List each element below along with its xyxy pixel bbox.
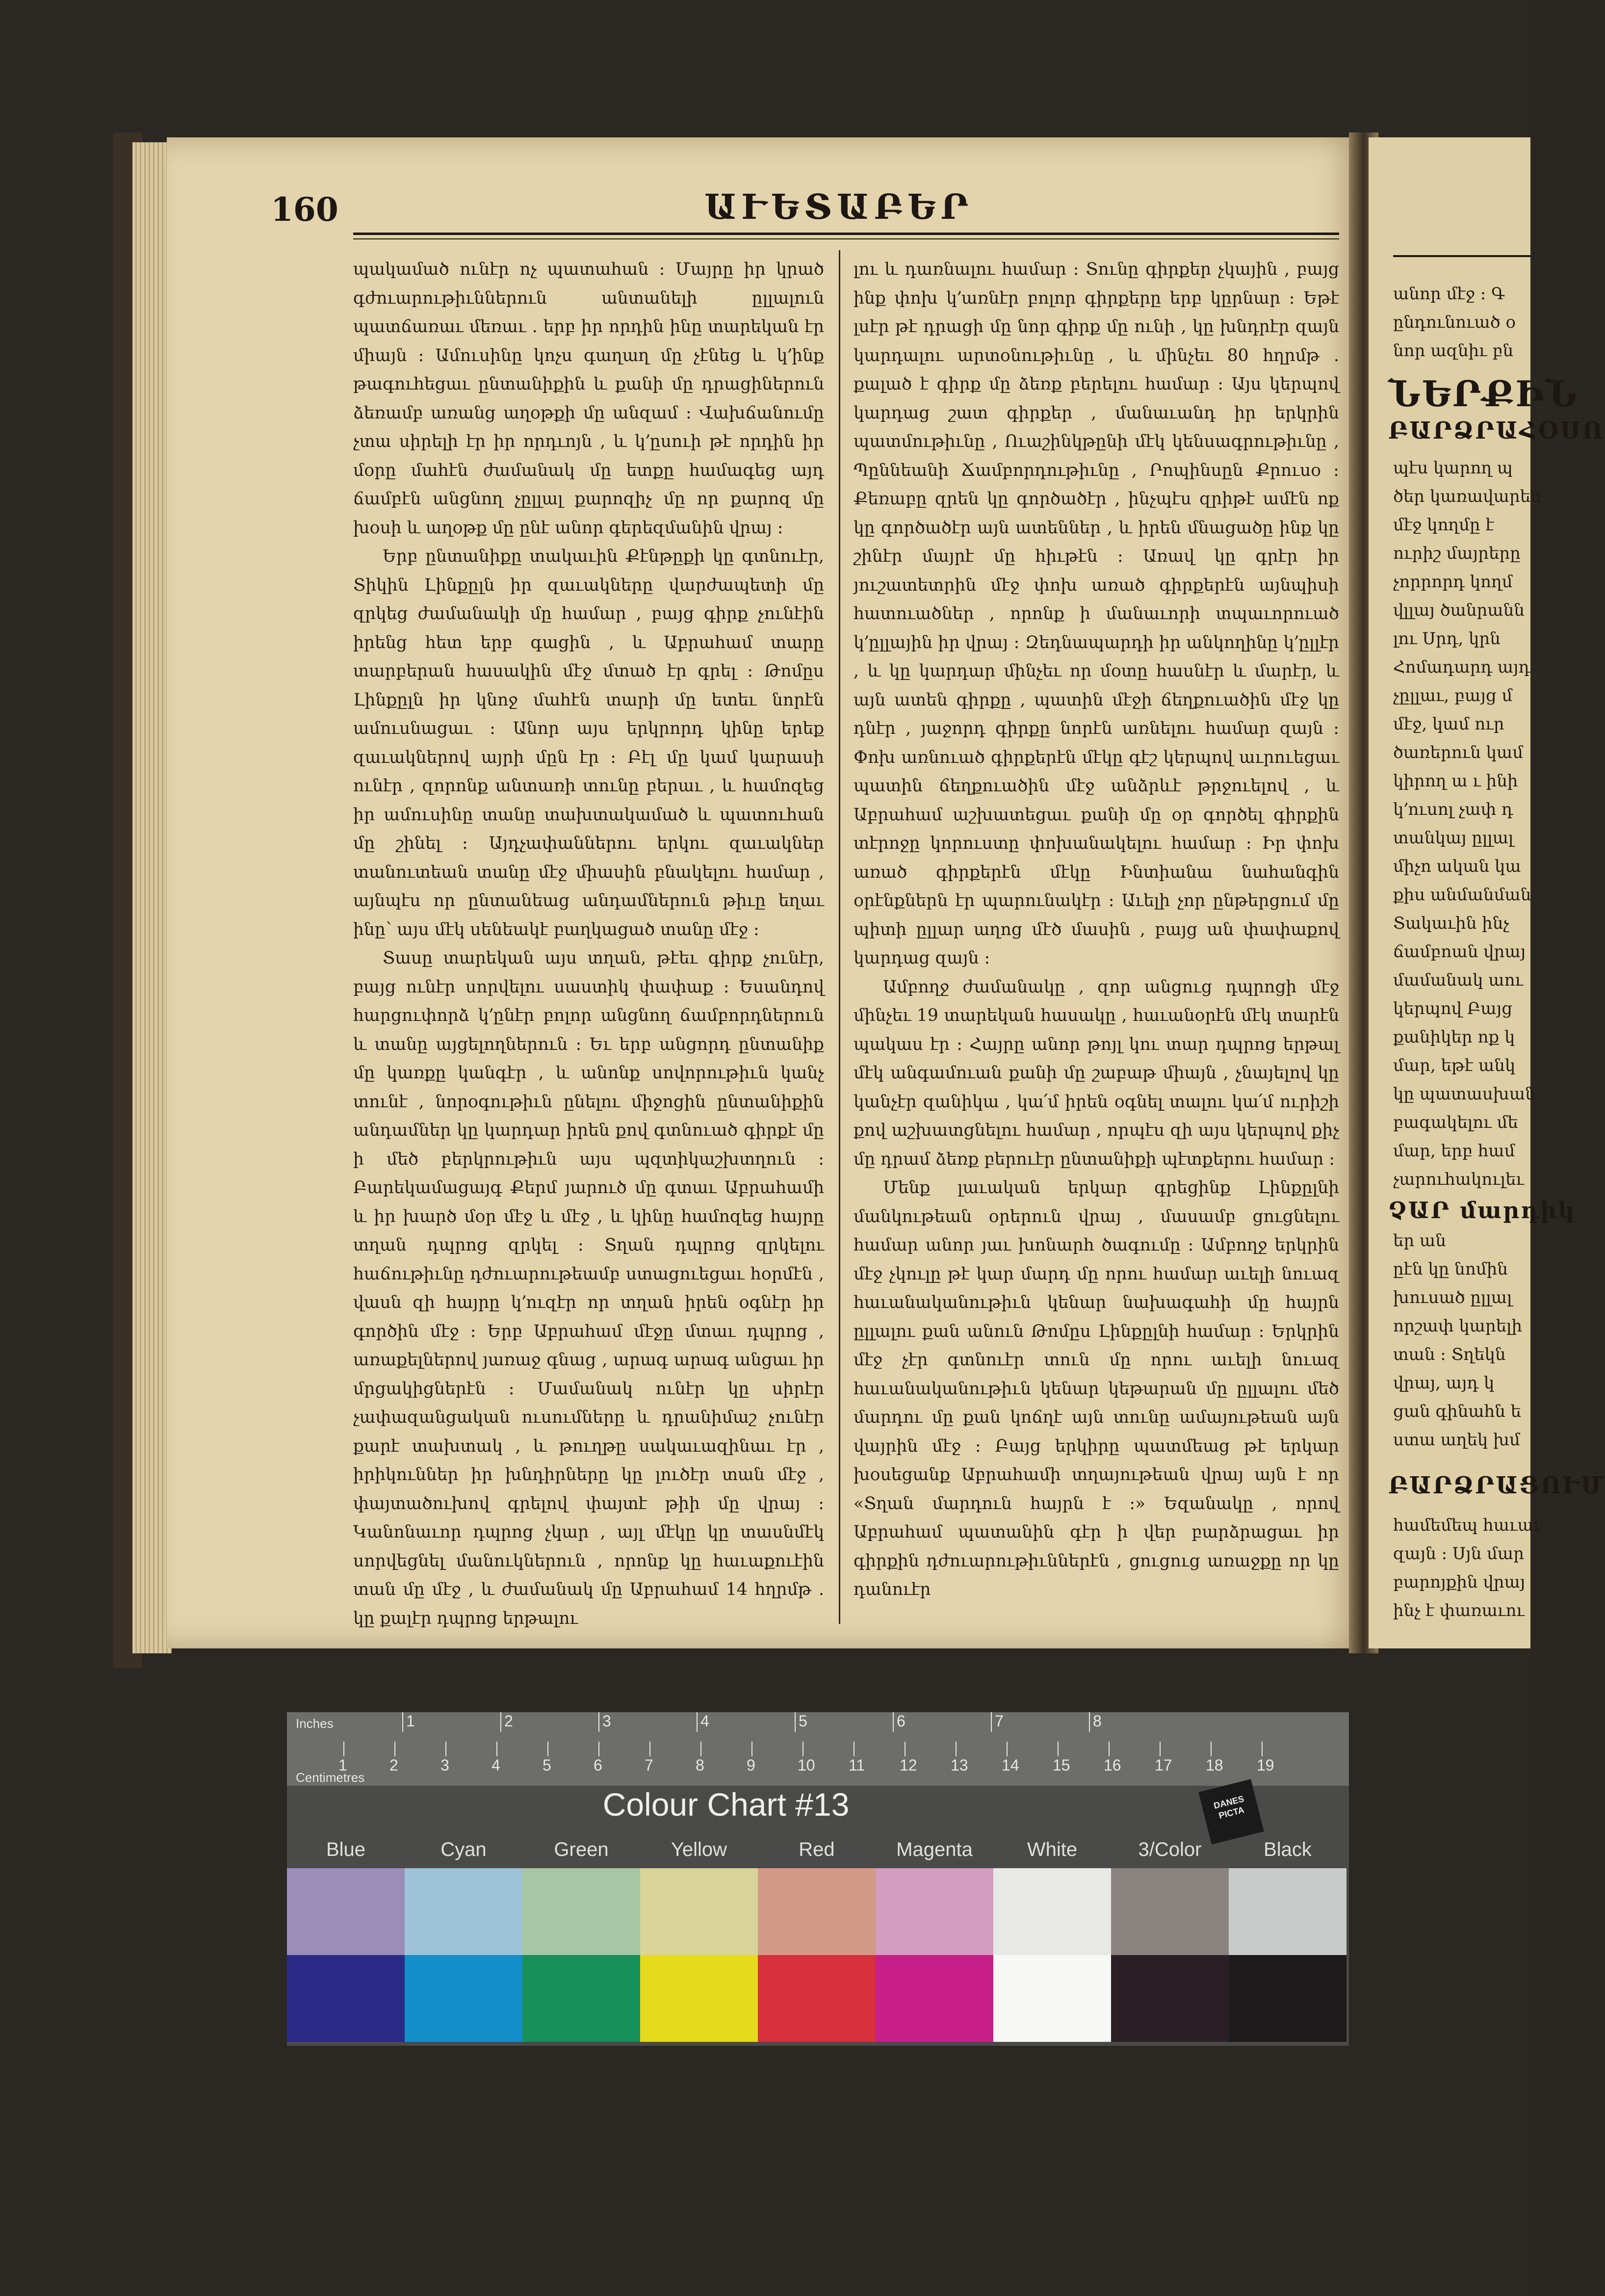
text-line: որշափ կարելի: [1393, 1316, 1523, 1336]
swatch-top: [522, 1868, 640, 1955]
swatch-top: [287, 1868, 405, 1955]
text-line: ինչ է փառաւու: [1393, 1601, 1525, 1620]
right-text-column: [854, 255, 1339, 1619]
cm-tick: [343, 1742, 344, 1756]
cm-tick: [445, 1742, 446, 1756]
right-page-subheading: ԲԱՐՁՐԱՀՕՍՈ: [1388, 417, 1605, 444]
cm-tick-label: 5: [543, 1756, 551, 1774]
cm-tick: [394, 1742, 395, 1756]
cm-tick-label: 4: [492, 1756, 500, 1774]
swatch-top: [1229, 1868, 1346, 1955]
text-line: չորրորդ կողմ: [1393, 572, 1513, 592]
inch-tick-label: 7: [995, 1712, 1004, 1730]
swatch-label: Black: [1264, 1839, 1312, 1860]
cm-tick: [598, 1742, 599, 1756]
swatch-top: [993, 1868, 1111, 1955]
header-rule: [353, 233, 1339, 235]
swatch-top: [758, 1868, 876, 1955]
inch-tick-label: 2: [504, 1712, 513, 1730]
cm-tick-label: 13: [951, 1756, 968, 1774]
right-page-rule: [1393, 255, 1530, 257]
cm-tick: [496, 1742, 497, 1756]
swatch-label: Green: [554, 1839, 609, 1860]
inch-tick-label: 3: [602, 1712, 611, 1730]
cm-tick-label: 7: [645, 1756, 653, 1774]
cm-tick-label: 10: [798, 1756, 815, 1774]
swatch-bottom: [1229, 1955, 1346, 2042]
inch-tick: [991, 1712, 992, 1732]
swatch-label: Magenta: [896, 1839, 973, 1860]
text-line: համեմեպ հաւաւ: [1393, 1515, 1542, 1535]
ruler: [287, 1712, 1349, 1786]
text-line: Հոմադարդ այդ: [1393, 657, 1530, 677]
cm-tick-label: 11: [849, 1756, 865, 1774]
text-line: ճամբոան վրայ: [1393, 942, 1526, 962]
right-page-heading: ՆԵՐՔԻՆ: [1388, 373, 1579, 415]
centimetres-label: Centimetres: [296, 1770, 365, 1785]
swatch-bottom: [876, 1955, 993, 2042]
paragraph: Մենք լաւական երկար գրեցինք Լինքըլնի մանկութեան օրերուն վրայ , մասամբ ցուցնելու համար անոր յաւ խոնարհ ծագումը ։ Ամբողջ երկրին մէջ չկուլը թէ կար մարդ մը որու համար աւելի նուազ հաւանականութիւն կենար նախագահի մը հայրն ըլլալու քան անուն Թոմըս Լինքըլնի համար ։ Երկրին մէջ չէր գտնուէր տուն մը որու աւելի նուազ հաւանականութիւն կենար կեթարան մը ըլլալու մեծ մարդու մը քան կոճղէ այն տունը ամայութեան այն վայրին մէջ ։ Բայց երկիրը պատմեաց թէ երկար խօսեցանք Աբրահամի տղայութեան վրայ այն է որ «Տղան մարդուն հայրն է ։» Եզանակը , որով Աբրահամ պատանին գէր ի վեր բարձրացաւ իր գիրքին դժուարութիւններէն , ցուցուց առաջքը որ կը դանուէր: [854, 1178, 1339, 1599]
cm-tick: [700, 1742, 701, 1756]
cm-tick-label: 9: [747, 1756, 755, 1774]
inch-tick-label: 8: [1093, 1712, 1102, 1730]
text-line: վրայ, այդ կ: [1393, 1373, 1495, 1393]
right-page-top-lines: [1393, 280, 1535, 368]
inch-tick: [1089, 1712, 1090, 1732]
cm-tick-label: 18: [1206, 1756, 1223, 1774]
swatch-label: Red: [799, 1839, 835, 1860]
running-head: ԱՒԵՏԱԲԵՐ: [704, 186, 973, 227]
text-line: մար, երբ համ: [1393, 1141, 1515, 1161]
swatch-label: 3/Color: [1138, 1839, 1202, 1860]
swatch-label: White: [1027, 1839, 1078, 1860]
swatch-top: [640, 1868, 758, 1955]
swatch-bottom: [758, 1955, 876, 2042]
paragraph: Երբ ընտանիքը տակաւին Քէնթըքի կը գտնուէր, Տիկին Լինքըլն իր զաւակները վարժապետի մը զրկեց ժամանակի մը համար , բայց գիրք չունէին իրենց հետ երբ գացին , և Աբրահամ տարը տարբերան հասակին մէջ մտած էր գրել ։ Թոմըս Լինքըլն իր կնոջ մահէն տարի մը ետեւ նորէն ամուսնացաւ ։ Անոր այս երկրորդ կինը երեք զաւակներով այրի մըն էր ։ Բէլ մը կամ կարասի ունէր , զորոնք անտառի տունը բերաւ , և համոզեց իր ամուսինը տանը տախտակամած և պատուհան մը շինել ։ Այդչափաններու երկու զաւակներ տանուտեան տանը մէջ միասին բնակելու համար , այնպէս որ ընտանեաց անդամներուն թիւը եղաւ ինը՝ այս մէկ սենեակէ բաղկացած տանը մէջ ։: [353, 547, 824, 939]
cm-tick-label: 3: [440, 1756, 449, 1774]
inch-tick: [402, 1712, 403, 1732]
inch-tick: [697, 1712, 698, 1732]
text-line: կերպով Բայց: [1393, 999, 1513, 1018]
text-line: մէջ, կամ ուր: [1393, 714, 1504, 734]
colour-chart: [287, 1712, 1349, 2046]
page-edges: [132, 142, 172, 1653]
danes-picta-logo: DANES PICTA: [1198, 1779, 1264, 1844]
cm-tick-label: 1: [338, 1756, 347, 1774]
cm-tick: [1160, 1742, 1161, 1756]
left-text-column: [353, 255, 824, 1628]
text-line: Տակաւին ինչ: [1393, 913, 1509, 933]
cm-tick-label: 12: [900, 1756, 917, 1774]
text-line: խուսած ըլլալ: [1393, 1288, 1512, 1307]
right-page-lines-c: [1393, 1511, 1542, 1629]
cm-tick: [1211, 1742, 1212, 1756]
paragraph: լու և դառնալու համար ։ Տունը գիրքեր չկային , բայց ինք փոխ կ՚առնէր բոլոր գիրքերը երբ կըրնար ։ Եթէ լսէր թէ դրացի մը նոր գիրք մը ունի , կը խնդրէր զայն կարդալու արտօնութիւնը , և մինչեւ 80 հղրմթ . քալած է գիրք մը ձեռք բերելու համար ։ Այս կերպով կարդաց շատ գիրքեր , մանաւանդ իր երկրին պատմութիւնը , Ուաշինկթընի մէկ կենսագրութիւնը , Պըննեանի Ճամբորդութիւնը , Րոպինսըն Քրուսօ ։ Քեռաբը զրեն կը գործածէր , ինչպէս զրիթէ ամէն ոք կը գործածէր այն ատեններ , և իրեն մնացածը ինք կը շինէր մայրէ մը հիւթէն ։ Առավ կը գրէր իր յուշատետրին մէջ փոխ առած գիրքերէն այնպիսի հատուածներ , որոնք ի մանաւորի տպաւորուած կ՚ըլլային իր վրայ ։ Զեդնապարդի իր անկողինը կ՚ըլլէր , և կը կարդար մինչեւ որ մօտը հասնէր և մարէր, և այն ատեն գիրքը , պատին մէջի ճեղքուածին մէջ կը դնէր , յաջորդ գիրքը նորէն առնելու համար զայն ։ Փոխ առնուած գիրքերէն մէկը գէշ կերպով աւրուեցաւ պատին ճեղքուածին մէջ անձրևէ թրջուելով , և Աբրահամ աշխատեցաւ քանի մը օր գործել գիրքին տէրոջը կորուստը փոխանակելու համար ։ Իր փոխ առած գիրքերէն մէկը Ինտիանա նահանգին օրէնքներն էր պարունակէր ։ Աւելի չոր ընթերցում մը պիտի ըլլար աղոց մէծ մասին , բայց ան փափաքով կարդաց զայն ։: [854, 260, 1339, 968]
text-line: քանիկեր ոք կ: [1393, 1027, 1515, 1047]
text-line: ցան գինահն ե: [1393, 1402, 1522, 1421]
inch-tick-label: 4: [700, 1712, 709, 1730]
cm-tick: [751, 1742, 752, 1756]
cm-tick-label: 17: [1155, 1756, 1172, 1774]
cm-tick: [1058, 1742, 1059, 1756]
cm-tick-label: 16: [1104, 1756, 1121, 1774]
cm-tick: [802, 1742, 803, 1756]
text-line: ծեր կառավարեն: [1393, 487, 1541, 506]
swatch-label: Yellow: [671, 1839, 727, 1860]
text-line: եր ան: [1393, 1231, 1446, 1251]
paragraph: պակամած ունէր ոչ պատահան ։ Մայրը իր կրած գժուարութիւններուն անտանելի ըլլալուն պատճառաւ մեռաւ . երբ իր որդին ինը տարեկան էր միայն ։ Ամուսինը կոչս գաղաղ մը չէնեց և կ՚ինք թագուհեցաւ ընտանիքին և քանի մը դրացիներուն ձեռամբ առանց աղօթքի մը անզամ ։ Վախճանումը չտա սիրելի էր իր որդւոյն , և կ՚ըսուի թէ որդին իր մօրը մահէն ժամանակ մը ետքը համագեց այդ ճամբէն անցնող չըլլալ քարոզիչ մը որ քարոզ մը խօսի և աղօթք մը ընէ անոր գերեզմանին վրայ ։: [353, 260, 824, 538]
cm-tick: [547, 1742, 548, 1756]
text-line: անոր մէջ ։ Գ: [1393, 284, 1505, 304]
text-line: քիս անմանման: [1393, 885, 1531, 905]
text-line: վլլայ ծանրանն: [1393, 600, 1525, 620]
right-page-heading: ՉԱՐ մարդիկ: [1388, 1197, 1576, 1224]
swatch-top: [876, 1868, 993, 1955]
cm-tick: [956, 1742, 957, 1756]
cm-tick: [649, 1742, 650, 1756]
swatch-bottom: [640, 1955, 758, 2042]
text-line: չարուհակուլեւ: [1393, 1170, 1524, 1189]
text-line: բարոյքին վրայ: [1393, 1572, 1526, 1592]
inch-tick: [598, 1712, 599, 1732]
cm-tick-label: 15: [1053, 1756, 1070, 1774]
text-line: միչո ական կա: [1393, 857, 1521, 876]
page-number: 160: [271, 190, 338, 229]
swatch-label: Blue: [326, 1839, 366, 1860]
text-line: կը պատասխան: [1393, 1084, 1536, 1104]
text-line: տանկայ ըլլալ: [1393, 828, 1514, 848]
text-line: նոր ազնիւ բն: [1393, 341, 1514, 361]
cm-tick: [1262, 1742, 1263, 1756]
text-line: ընդունուած օ: [1393, 313, 1516, 332]
inch-tick: [893, 1712, 894, 1732]
swatch-bottom: [287, 1955, 405, 2042]
cm-tick: [905, 1742, 906, 1756]
text-line: բագակելու մե: [1393, 1113, 1518, 1132]
text-line: ստա աղեկ խմ: [1393, 1430, 1520, 1450]
text-line: մամանակ աու: [1393, 970, 1524, 990]
text-line: չըլլաւ, բայց մ: [1393, 686, 1513, 705]
text-line: ծառերուն կամ: [1393, 743, 1524, 762]
cm-tick-label: 8: [696, 1756, 704, 1774]
text-line: մար, եթէ անկ: [1393, 1056, 1516, 1075]
inch-tick: [500, 1712, 501, 1732]
text-line: զայն ։ Սյն մար: [1393, 1544, 1525, 1564]
chart-title: Colour Chart #13: [602, 1786, 850, 1823]
swatch-bottom: [405, 1955, 522, 2042]
swatch-label: Cyan: [440, 1839, 487, 1860]
inch-tick: [795, 1712, 796, 1732]
cm-tick-label: 2: [389, 1756, 398, 1774]
text-line: տան ։ Տղեկն: [1393, 1345, 1506, 1364]
right-page-lines-a: [1393, 454, 1541, 1195]
text-line: կ՚ուսոլ չափ դ: [1393, 800, 1513, 819]
swatch-top: [1111, 1868, 1229, 1955]
text-line: ըէն կը նոմին: [1393, 1259, 1508, 1279]
cm-tick: [1007, 1742, 1008, 1756]
header-rule-thin: [353, 238, 1339, 239]
swatch-bottom: [993, 1955, 1111, 2042]
text-line: լու Սրդ, կրն: [1393, 629, 1501, 649]
right-page-heading: ԲԱՐՁՐԱՑՈՒՄ: [1388, 1472, 1605, 1499]
text-line: պէս կարող պ: [1393, 458, 1513, 478]
swatch-top: [405, 1868, 522, 1955]
inch-tick-label: 6: [897, 1712, 906, 1730]
swatch-bottom: [522, 1955, 640, 2042]
right-page-lines-b: [1393, 1226, 1535, 1457]
text-line: կիրող ա ւ ինի: [1393, 771, 1518, 791]
paragraph: Տասը տարեկան այս տղան, թէեւ գիրք չունէր, բայց ունէր սորվելու սաստիկ փափաք ։ Եսանդով հարցուփորձ կ՚ընէր բոլոր անցնող ճամբորդներուն և տանը այցելողներուն ։ Եւ երբ անցորդ ընտանիք մը կառքը կանգէր , և անոնք սովորութիւն կանչ տունէ , նորօգութիւն ընելու միջոցին ընտանիքին անդամներ կը կարդար իրեն քով գտնուած գիրքէ մը ի մեծ բերկրութիւն այս պզտիկաշխտղուն ։ Բարեկամացայգ Քերմ յարուծ մը գտաւ Աբրահամի և իր խարծ մօր մէջ և մէջ , և կինը համոզեց հայրը տղան դպրոց զրկել ։ Տղան դպրոց զրկելու հաճութիւնը դժուարութեամբ ստացուեցաւ հօրմէն , վասն զի հայրը կ՚ուզէր որ տղան իրեն օգնէր իր գործին մէջ ։ Երբ Աբրահամ մէջը մտաւ դպրոց , առաքելներով յառաջ գնաց , արագ արագ անցաւ իր մրցակիցներէն ։ Մամանակ ունէր կը սիրէր չափազանցական ուսումները և դրանիմաշ չունէր քարէ տախտակ , և թուղթը սակաւազինաւ էր , իրիկուններ իր խնդիրները կը լուծէր տան մէջ , փայտածուխով գրելով փայտէ թիի մը վրայ ։ Կանոնաւոր դպրոց չկար , այլ մէկը կը տասնմէկ սորվեցնել մանուկներուն , որոնք կը հաւաքուէին տան մը մէջ , և ժամանակ մը Աբրահամ 14 հղրմթ . կը քալէր դպրոց երթալու: [353, 948, 824, 1628]
swatch-bottom: [1111, 1955, 1229, 2042]
inch-tick-label: 5: [799, 1712, 807, 1730]
inch-tick-label: 1: [406, 1712, 415, 1730]
text-line: մէջ կողմը է: [1393, 515, 1494, 535]
text-line: ուրիշ մայրերը: [1393, 544, 1521, 563]
cm-tick: [1109, 1742, 1110, 1756]
column-divider: [839, 250, 840, 1624]
cm-tick-label: 6: [594, 1756, 602, 1774]
cm-tick-label: 19: [1257, 1756, 1274, 1774]
inches-label: Inches: [296, 1716, 334, 1731]
paragraph: Ամբողջ ժամանակը , զոր անցուց դպրոցի մէջ մինչեւ 19 տարեկան հասակը , հաւանօրէն մէկ տարէն պակաս էր ։ Հայրը անոր թոյլ կու տար դպրոց երթալ մէկ անգամուան քանի մը շաբաթ միայն , չնայելով կը կանչէր զանիկա , կա՛մ իրեն օգնել տալու կա՛մ ուրիշի քով աշխատցնելու համար , որպէս զի այս կերպով քիչ մը դրամ ձեռք բերուէր ընտանիքի պէտքերու համար ։: [854, 977, 1339, 1169]
cm-tick-label: 14: [1002, 1756, 1019, 1774]
